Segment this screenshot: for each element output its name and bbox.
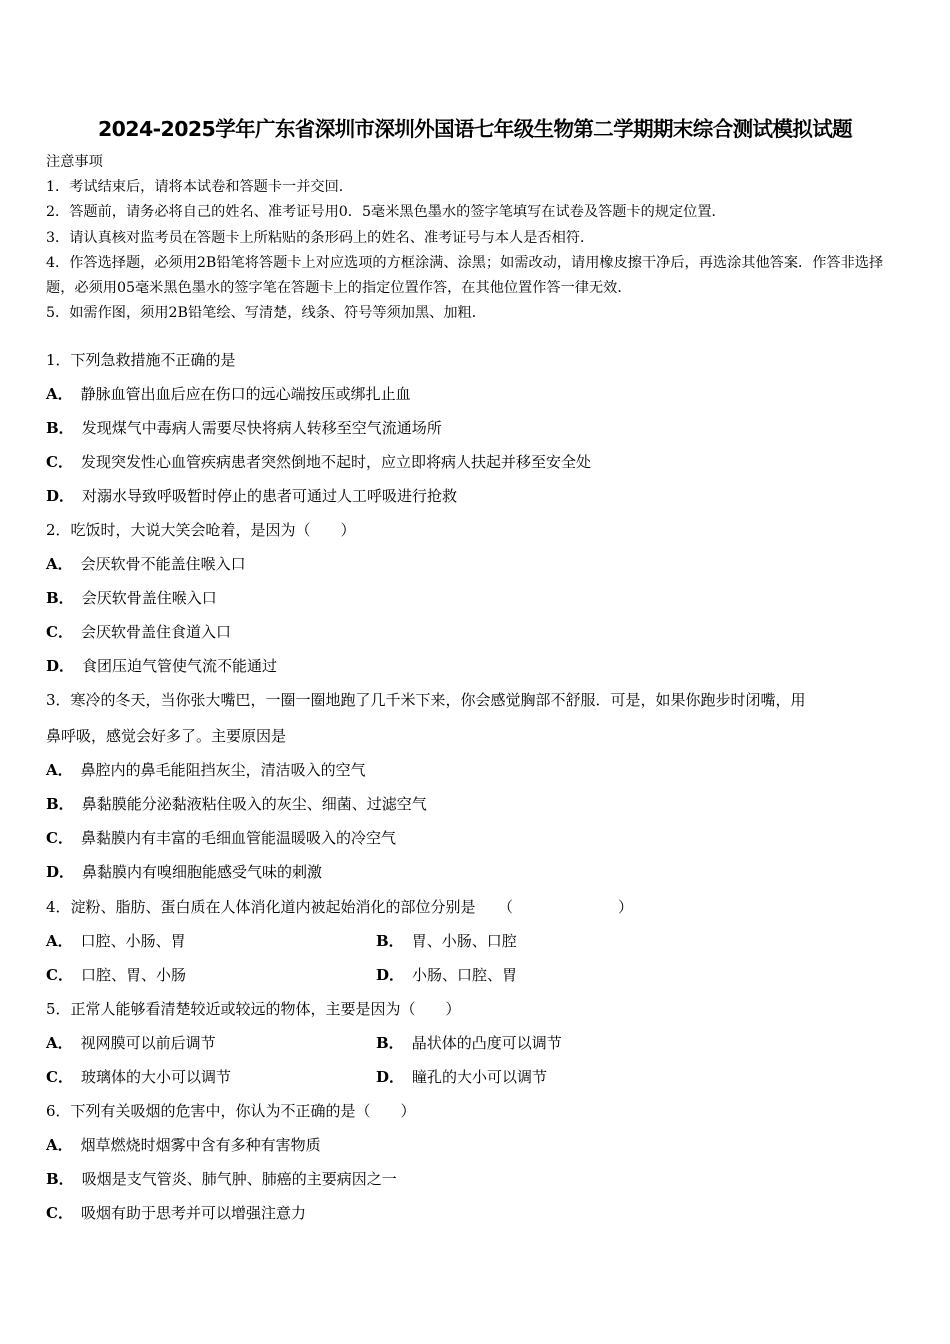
option-label: B． xyxy=(46,795,74,813)
question-5 xyxy=(46,992,908,1094)
option-row xyxy=(46,1060,908,1094)
option-text: 发现煤气中毒病人需要尽快将病人转移至空气流通场所 xyxy=(81,419,442,437)
option-text: 吸烟有助于思考并可以增强注意力 xyxy=(80,1204,306,1222)
option-d xyxy=(376,1060,547,1094)
option-label: D． xyxy=(46,657,75,675)
option-a xyxy=(46,753,908,787)
option-b xyxy=(376,924,517,958)
option-text: 鼻黏膜能分泌黏液粘住吸入的灰尘、细菌、过滤空气 xyxy=(81,795,427,813)
option-row xyxy=(46,924,908,958)
notes-item: 1．考试结束后，请将本试卷和答题卡一并交回． xyxy=(46,179,353,196)
option-text: 玻璃体的大小可以调节 xyxy=(80,1068,231,1086)
question-2 xyxy=(46,513,908,683)
option-row xyxy=(46,958,908,992)
option-d xyxy=(46,649,908,683)
question-4 xyxy=(46,890,908,992)
option-text: 视网膜可以前后调节 xyxy=(80,1034,216,1052)
option-a xyxy=(46,377,908,411)
question-stem: 2．吃饭时，大说大笑会呛着，是因为（ ） xyxy=(46,521,356,539)
option-d xyxy=(46,479,908,513)
option-label: B． xyxy=(376,932,404,950)
option-row xyxy=(46,1026,908,1060)
option-text: 小肠、口腔、胃 xyxy=(412,966,518,984)
option-c xyxy=(46,445,908,479)
option-text: 鼻黏膜内有嗅细胞能感受气味的刺激 xyxy=(82,863,323,881)
notes-item: 4．作答选择题，必须用2B铅笔将答题卡上对应选项的方框涂满、涂黑；如需改动，请用橡皮擦干净后，再选涂其他答案．作答非选择题，必须用05毫米黑色墨水的签字笔在答题卡上的指定位置作答，在其他位置作答一律无效． xyxy=(46,254,884,297)
option-text: 鼻黏膜内有丰富的毛细血管能温暖吸入的冷空气 xyxy=(80,829,396,847)
option-text: 会厌软骨盖住喉入口 xyxy=(81,589,217,607)
option-label: A． xyxy=(46,1034,73,1052)
question-stem: 6．下列有关吸烟的危害中，你认为不正确的是（ ） xyxy=(46,1102,416,1120)
option-label: B． xyxy=(376,1034,404,1052)
question-stem: 5．正常人能够看清楚较近或较远的物体，主要是因为（ ） xyxy=(46,1000,461,1018)
option-label: D． xyxy=(46,487,75,505)
option-text: 烟草燃烧时烟雾中含有多种有害物质 xyxy=(80,1136,321,1154)
option-label: C． xyxy=(46,829,73,847)
option-label: D． xyxy=(376,966,405,984)
option-text: 静脉血管出血后应在伤口的远心端按压或绑扎止血 xyxy=(80,385,411,403)
page-title: 2024-2025学年广东省深圳市深圳外国语七年级生物第二学期期末综合测试模拟试题 xyxy=(97,117,853,141)
option-b xyxy=(46,787,908,821)
notes-item: 5．如需作图，须用2B铅笔绘、写清楚，线条、符号等须加黑、加粗． xyxy=(46,305,486,322)
option-a xyxy=(46,1128,908,1162)
option-b xyxy=(46,1162,908,1196)
option-c xyxy=(46,958,376,992)
option-c xyxy=(46,1060,376,1094)
option-text: 晶状体的凸度可以调节 xyxy=(411,1034,562,1052)
option-label: A． xyxy=(46,555,73,573)
option-label: C． xyxy=(46,966,73,984)
option-c xyxy=(46,615,908,649)
option-label: D． xyxy=(46,863,75,881)
option-text: 会厌软骨不能盖住喉入口 xyxy=(80,555,246,573)
option-label: C． xyxy=(46,623,73,641)
option-label: B． xyxy=(46,419,74,437)
question-6 xyxy=(46,1094,908,1230)
option-b xyxy=(46,411,908,445)
notes-heading: 注意事项 xyxy=(46,154,103,170)
option-c xyxy=(46,1196,908,1230)
notes-section xyxy=(46,150,908,326)
option-text: 胃、小肠、口腔 xyxy=(411,932,517,950)
option-b xyxy=(46,581,908,615)
option-c xyxy=(46,821,908,855)
option-label: A． xyxy=(46,932,73,950)
option-label: B． xyxy=(46,589,74,607)
option-label: D． xyxy=(376,1068,405,1086)
option-text: 食团压迫气管使气流不能通过 xyxy=(82,657,278,675)
notes-item: 3．请认真核对监考员在答题卡上所粘贴的条形码上的姓名、准考证号与本人是否相符． xyxy=(46,229,595,246)
question-stem: 4．淀粉、脂肪、蛋白质在人体消化道内被起始消化的部位分别是 （ ） xyxy=(46,898,634,916)
option-label: A． xyxy=(46,761,73,779)
question-stem: 3．寒冷的冬天，当你张大嘴巴，一圈一圈地跑了几千米下来，你会感觉胸部不舒服．可是，如果你跑步时闭嘴，用 xyxy=(46,691,806,709)
option-a xyxy=(46,547,908,581)
option-text: 发现突发性心血管疾病患者突然倒地不起时，应立即将病人扶起并移至安全处 xyxy=(80,453,591,471)
option-text: 瞳孔的大小可以调节 xyxy=(412,1068,548,1086)
option-text: 鼻腔内的鼻毛能阻挡灰尘，清洁吸入的空气 xyxy=(80,761,366,779)
option-a xyxy=(46,1026,376,1060)
notes-item: 2．答题前，请务必将自己的姓名、准考证号用0．5毫米黑色墨水的签字笔填写在试卷及答题卡的规定位置． xyxy=(46,204,726,221)
option-d xyxy=(46,855,908,889)
option-b xyxy=(376,1026,562,1060)
option-label: C． xyxy=(46,453,73,471)
question-stem: 1．下列急救措施不正确的是 xyxy=(46,351,236,369)
option-text: 吸烟是支气管炎、肺气肿、肺癌的主要病因之一 xyxy=(81,1170,397,1188)
option-label: A． xyxy=(46,385,73,403)
question-3 xyxy=(46,683,908,889)
option-text: 口腔、小肠、胃 xyxy=(80,932,186,950)
option-label: A． xyxy=(46,1136,73,1154)
option-label: C． xyxy=(46,1204,73,1222)
question-1 xyxy=(46,343,908,513)
option-d xyxy=(376,958,517,992)
option-text: 对溺水导致呼吸暂时停止的患者可通过人工呼吸进行抢救 xyxy=(82,487,458,505)
question-stem-continued: 鼻呼吸，感觉会好多了。主要原因是 xyxy=(46,727,287,745)
option-a xyxy=(46,924,376,958)
option-label: C． xyxy=(46,1068,73,1086)
option-label: B． xyxy=(46,1170,74,1188)
option-text: 口腔、胃、小肠 xyxy=(80,966,186,984)
option-text: 会厌软骨盖住食道入口 xyxy=(80,623,231,641)
